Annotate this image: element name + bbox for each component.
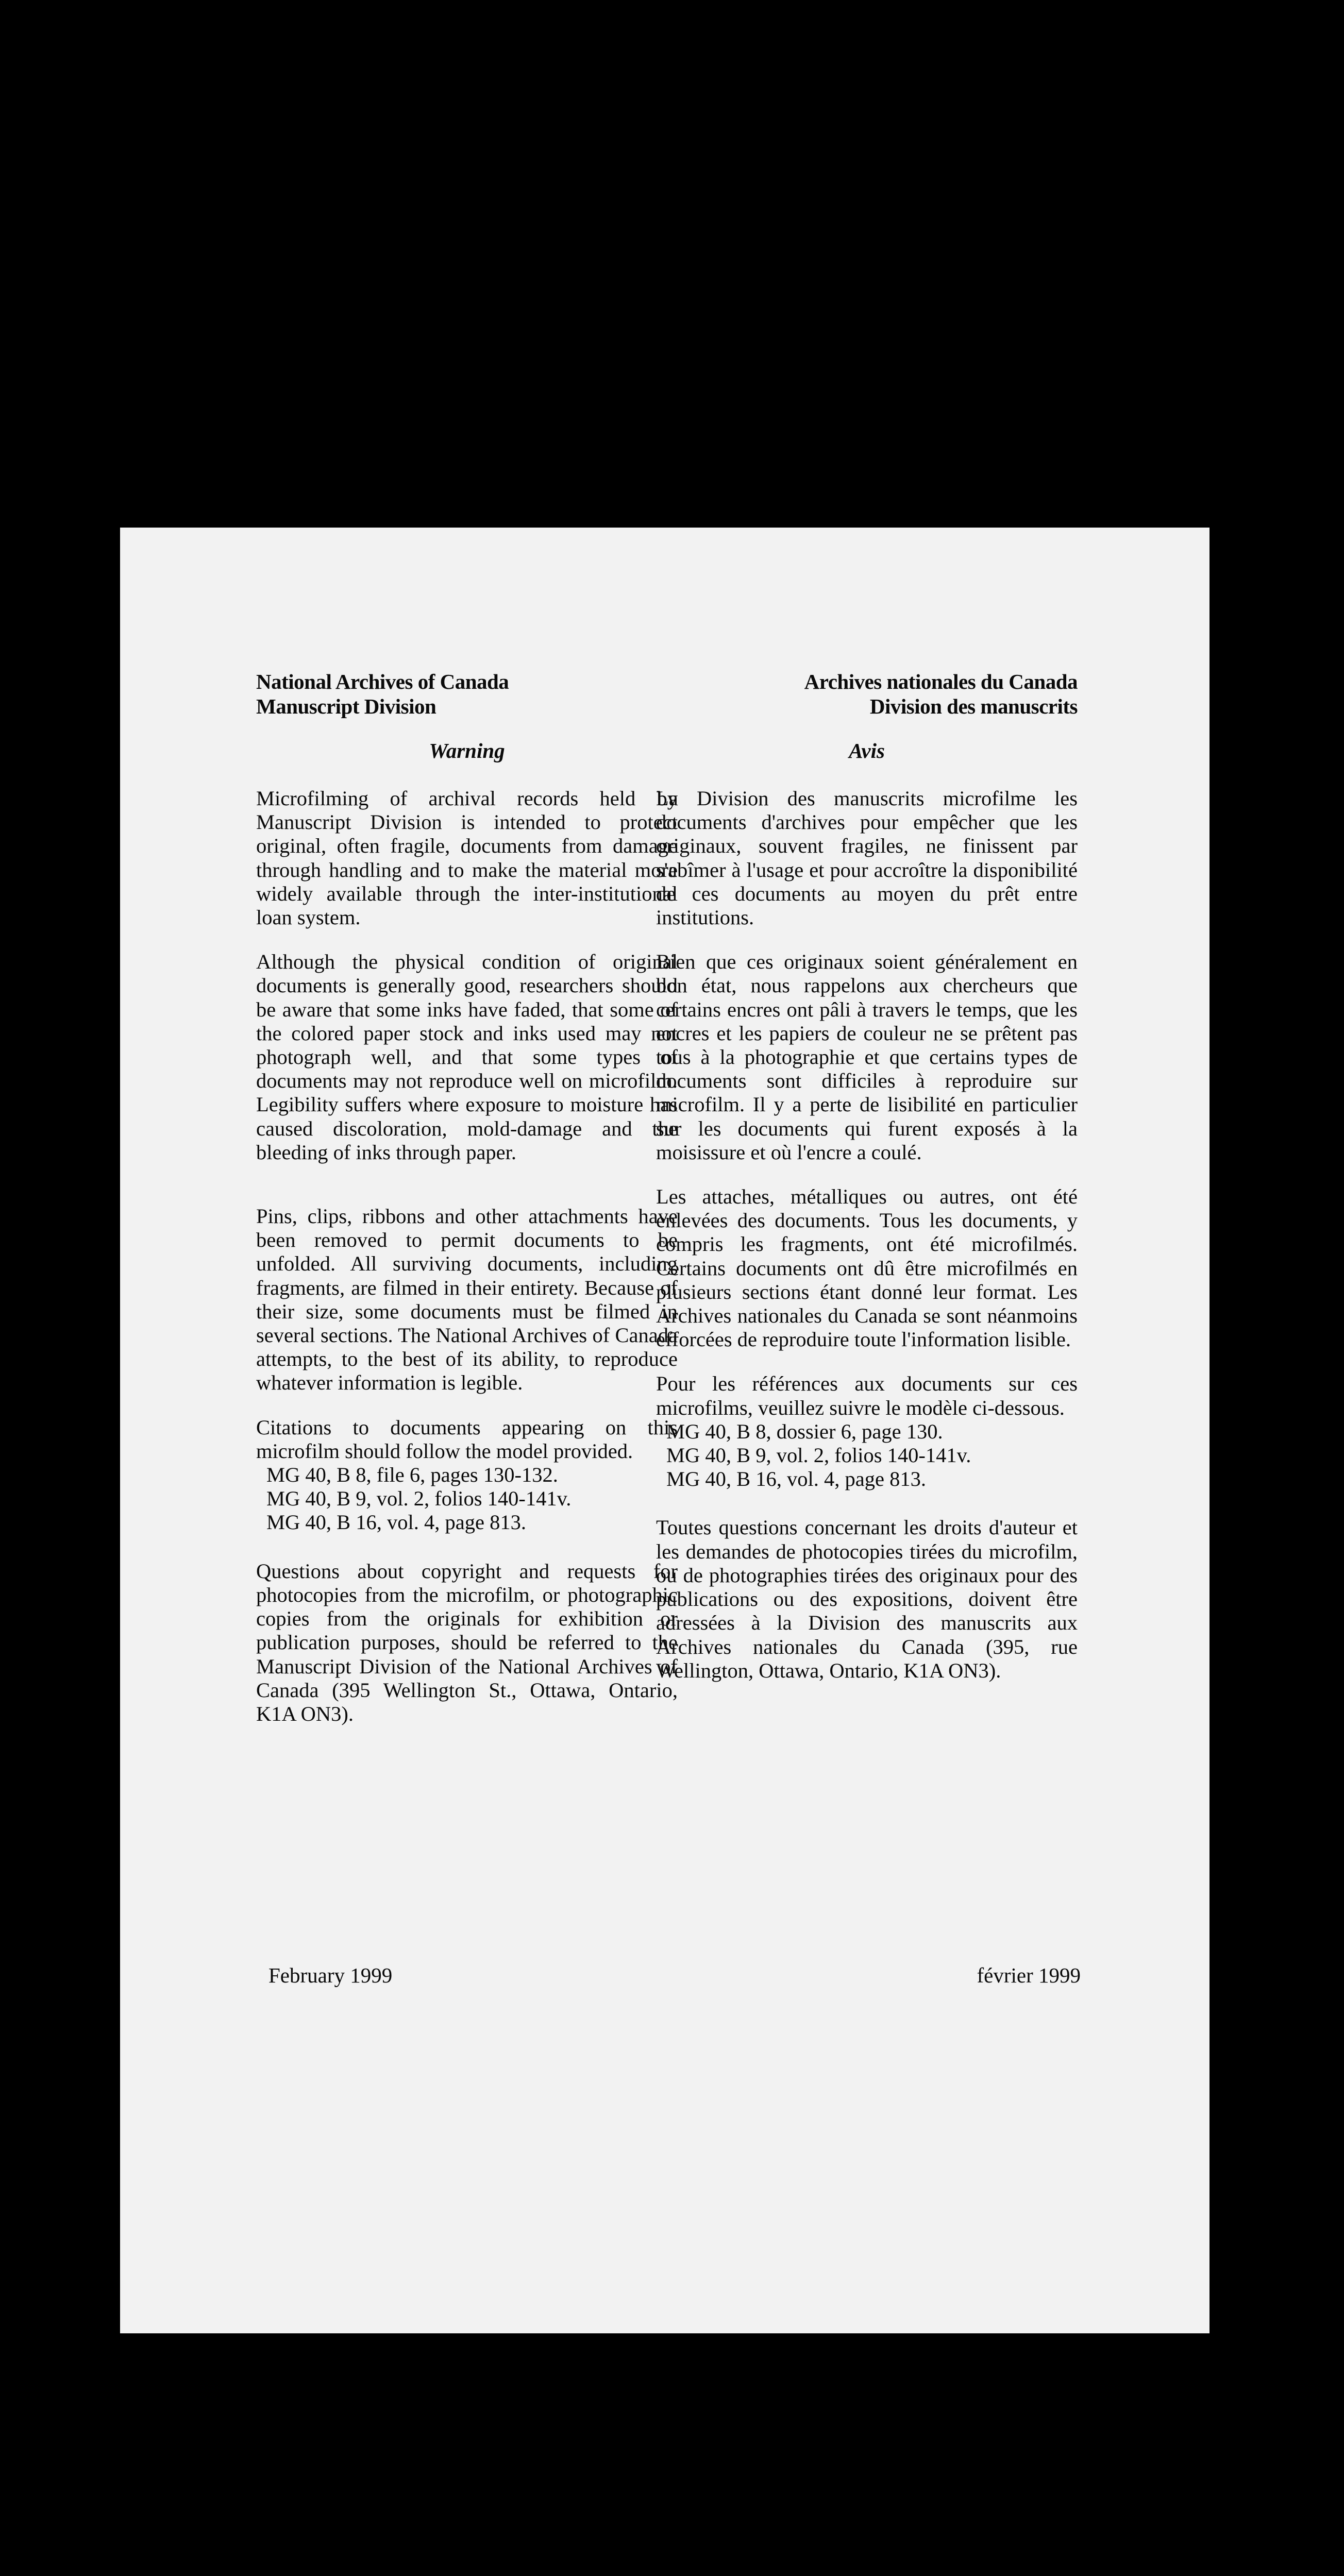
citation-item: MG 40, B 9, vol. 2, folios 140-141v. bbox=[266, 1487, 572, 1511]
citation-item: MG 40, B 16, vol. 4, page 813. bbox=[266, 1511, 526, 1534]
citation-item: MG 40, B 8, file 6, pages 130-132. bbox=[266, 1463, 558, 1487]
date-english: February 1999 bbox=[268, 1963, 393, 1987]
paragraph-citations-intro: Citations to documents appearing on this microfilm should follow the model provided. bbox=[256, 1415, 678, 1463]
institution-name-fr: Archives nationales du Canada bbox=[804, 670, 1078, 693]
paragraph-purpose: Microfilming of archival records held by Manuscript Division is intended to protect original, often fragile, documents from damage through handling and to make the material more widely available through the inter-institutional loan system. bbox=[256, 787, 678, 929]
paragraph-citations-intro-fr: Pour les références aux documents sur ces microfilms, veuillez suivre le modèle ci-dessous. bbox=[656, 1372, 1078, 1419]
french-header bbox=[656, 669, 1078, 719]
english-column bbox=[256, 669, 678, 1747]
english-header bbox=[256, 669, 678, 719]
paragraph-copyright-fr: Toutes questions concernant les droits d'auteur et les demandes de photocopies tirées du microfilm, ou de photographies tirées des originaux pour des publications ou des expositions, doivent être adressées à la Division des manuscrits aux Archives nationales du Canada (395, rue Wellington, Ottawa, Ontario, K1A ON3). bbox=[656, 1516, 1078, 1682]
citation-list-fr bbox=[656, 1420, 1078, 1492]
paragraph-purpose-fr: La Division des manuscrits microfilme les documents d'archives pour empêcher que les originaux, souvent fragiles, ne finissent par s'abîmer à l'usage et pour accroître la disponibilité de ces documents au moyen du prêt entre institutions. bbox=[656, 787, 1078, 929]
citation-item-fr: MG 40, B 8, dossier 6, page 130. bbox=[666, 1419, 943, 1443]
date-french: février 1999 bbox=[977, 1963, 1081, 1987]
division-name: Manuscript Division bbox=[256, 694, 436, 718]
avis-title: Avis bbox=[849, 739, 885, 762]
french-column bbox=[656, 669, 1078, 1703]
paragraph-copyright: Questions about copyright and requests for photocopies from the microfilm, or photographic copies from the originals for exhibition or publication purposes, should be referred to the Manuscript Division of the National Archives of Canada (395 Wellington St., Ottawa, Ontario, K1A ON3). bbox=[256, 1559, 678, 1725]
citation-item-fr: MG 40, B 9, vol. 2, folios 140-141v. bbox=[666, 1444, 971, 1467]
division-name-fr: Division des manuscrits bbox=[869, 694, 1078, 718]
paragraph-condition: Although the physical condition of original documents is generally good, researchers should be aware that some inks have faded, that some of the colored paper stock and inks used may not photograph well, and that some types of documents may not reproduce well on microfilm. Legibility suffers where exposure to moisture has caused discoloration, mold-damage and the bleeding of inks through paper. bbox=[256, 950, 678, 1164]
citation-item-fr: MG 40, B 16, vol. 4, page 813. bbox=[666, 1467, 926, 1491]
warning-title: Warning bbox=[429, 739, 505, 762]
paragraph-attachments: Pins, clips, ribbons and other attachments have been removed to permit documents to be unfolded. All surviving documents, including fragments, are filmed in their entirety. Because of their size, some documents must be filmed in several sections. The National Archives of Canada attempts, to the best of its ability, to reproduce whatever information is legible. bbox=[256, 1205, 678, 1395]
paragraph-condition-fr: Bien que ces originaux soient généralement en bon état, nous rappelons aux chercheurs que certains encres ont pâli à travers le temps, que les encres et les papiers de couleur ne se prêtent pas tous à la photographie et que certains types de documents sont difficiles à reproduire sur microfilm. Il y a perte de lisibilité en particulier sur les documents qui furent exposés à la moisissure et où l'encre a coulé. bbox=[656, 950, 1078, 1164]
paragraph-attachments-fr: Les attaches, métalliques ou autres, ont été enlevées des documents. Tous les documents, y compris les fragments, ont été microfilmés. Certains documents ont dû être microfilmés en plusieurs sections étant donné leur format. Les Archives nationales du Canada se sont néanmoins efforcées de reproduire toute l'information lisible. bbox=[656, 1185, 1078, 1351]
institution-name: National Archives of Canada bbox=[256, 670, 509, 693]
citation-list bbox=[256, 1463, 678, 1535]
document-page bbox=[120, 528, 1209, 2333]
